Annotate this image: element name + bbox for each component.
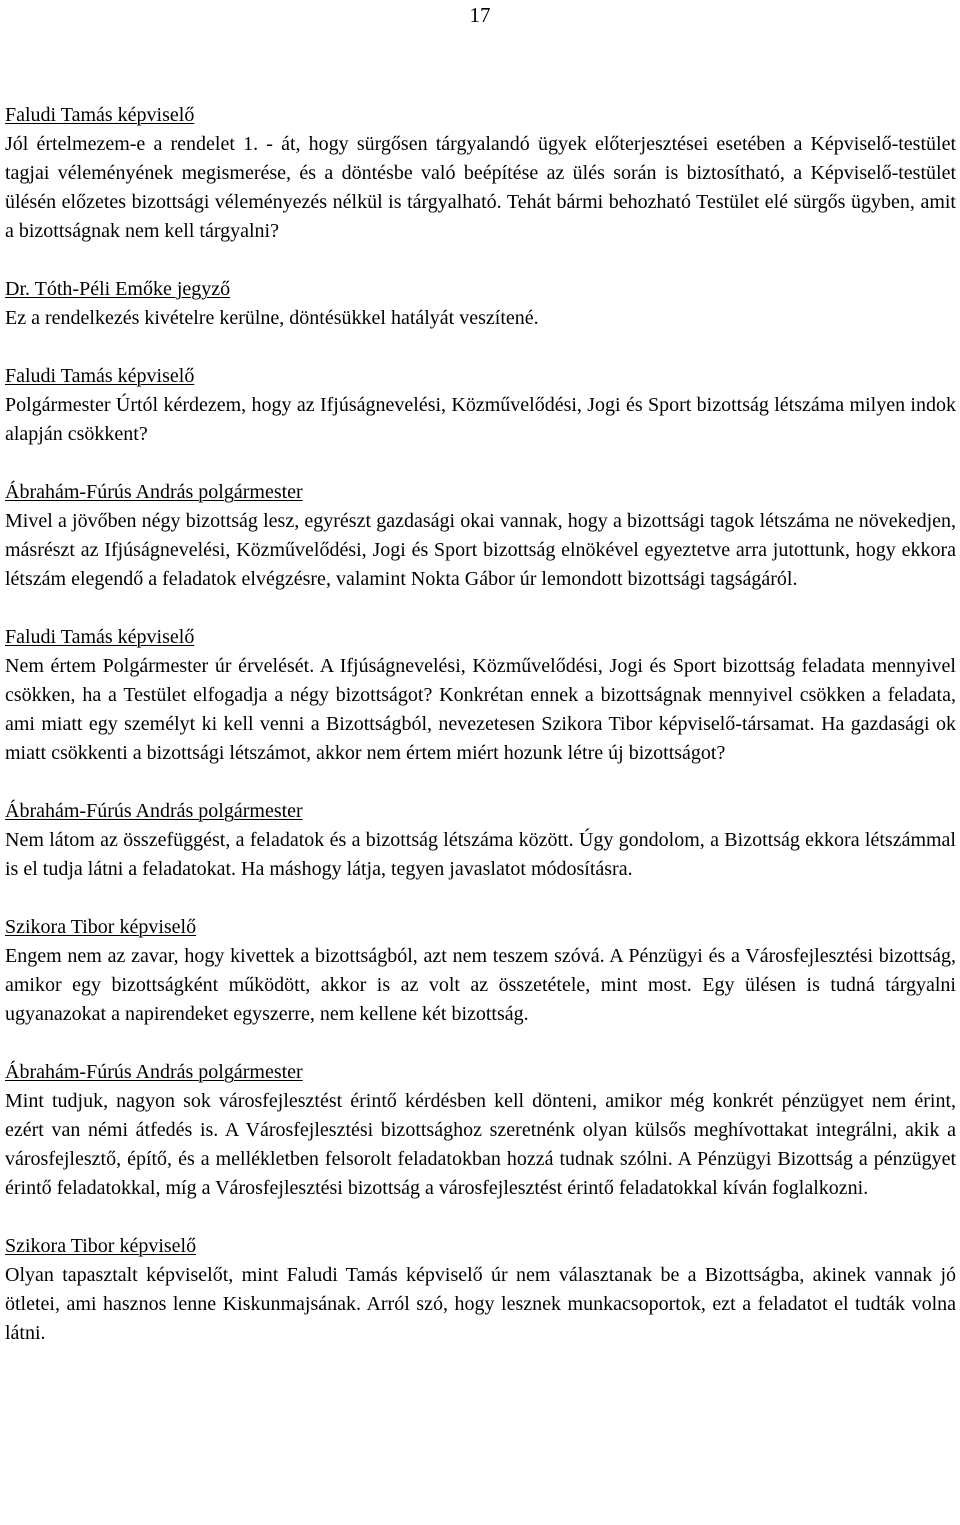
speech-block — [5, 478, 956, 594]
speech-text: Ez a rendelkezés kivételre kerülne, döntésükkel hatályát veszítené. — [5, 307, 539, 329]
speech-text: Olyan tapasztalt képviselőt, mint Faludi Tamás képviselő úr nem választanak be a Bizottságba, akinek vannak jó ötletei, ami hasznos lenne Kiskunmajsának. Arról szó, hogy lesznek munkacsoportok, ezt a feladatot el tudták volna látni. — [5, 1264, 956, 1344]
speech-text: Engem nem az zavar, hogy kivettek a bizottságból, azt nem teszem szóvá. A Pénzügyi és a Városfejlesztési bizottság, amikor egy bizottságként működött, akkor is az volt az összetétele, mint most. Egy ülésen is tudná tárgyalni ugyanazokat a napirendeket egyszerre, nem kellene két bizottság. — [5, 945, 956, 1025]
speech-block — [5, 797, 956, 884]
minutes-body — [5, 101, 956, 1377]
speaker-name: Ábrahám-Fúrús András polgármester — [5, 800, 303, 822]
speaker-name: Ábrahám-Fúrús András polgármester — [5, 481, 303, 503]
speaker-name: Ábrahám-Fúrús András polgármester — [5, 1061, 303, 1083]
speaker-name: Faludi Tamás képviselő — [5, 626, 195, 648]
speech-block — [5, 1232, 956, 1348]
speech-block — [5, 362, 956, 449]
speaker-name: Szikora Tibor képviselő — [5, 1235, 197, 1257]
page-number: 17 — [469, 3, 491, 27]
speech-text: Polgármester Úrtól kérdezem, hogy az Ifjúságnevelési, Közművelődési, Jogi és Sport bizottság létszáma milyen indok alapján csökkent? — [5, 394, 956, 445]
speech-text: Nem látom az összefüggést, a feladatok és a bizottság létszáma között. Úgy gondolom, a Bizottság ekkora létszámmal is el tudja látni a feladatokat. Ha máshogy látja, tegyen javaslatot módosításra. — [5, 829, 956, 880]
speech-block — [5, 623, 956, 768]
speech-text: Jól értelmezem-e a rendelet 1. - át, hogy sürgősen tárgyalandó ügyek előterjesztései esetében a Képviselő-testület tagjai véleményének megismerése, és a döntésbe való beépítése az ülés során is biztosítható, a Képviselő-testület ülésén előzetes bizottsági véleményezés nélkül is tárgyalható. Tehát bármi behozható Testület elé sürgős ügyben, amit a bizottságnak nem kell tárgyalni? — [5, 133, 956, 242]
speech-block — [5, 1058, 956, 1203]
speech-block — [5, 275, 956, 333]
speaker-name: Szikora Tibor képviselő — [5, 916, 197, 938]
speaker-name: Faludi Tamás képviselő — [5, 365, 195, 387]
speaker-name: Faludi Tamás képviselő — [5, 104, 195, 126]
speech-text: Mint tudjuk, nagyon sok városfejlesztést érintő kérdésben kell dönteni, amikor még konkrét pénzügyet nem érint, ezért van némi átfedés is. A Városfejlesztési bizottsághoz szeretnénk olyan külsős meghívottakat integrálni, akik a városfejlesztő, építő, és a mellékletben felsorolt feladatokban hozzá tudnak szólni. A Pénzügyi Bizottság a pénzügyet érintő feladatokkal, míg a Városfejlesztési bizottság a városfejlesztést érintő feladatokkal kíván foglalkozni. — [5, 1090, 956, 1199]
speaker-name: Dr. Tóth-Péli Emőke jegyző — [5, 278, 231, 300]
speech-block — [5, 101, 956, 246]
speech-block — [5, 913, 956, 1029]
speech-text: Nem értem Polgármester úr érvelését. A Ifjúságnevelési, Közművelődési, Jogi és Sport bizottság feladata mennyivel csökken, ha a Testület elfogadja a négy bizottságot? Konkrétan ennek a bizottságnak mennyivel csökken a feladata, ami miatt egy személyt ki kell venni a Bizottságból, nevezetesen Szikora Tibor képviselő-társamat. Ha gazdasági ok miatt csökkenti a bizottsági létszámot, akkor nem értem miért hozunk létre új bizottságot? — [5, 655, 956, 764]
speech-text: Mivel a jövőben négy bizottság lesz, egyrészt gazdasági okai vannak, hogy a bizottsági tagok létszáma ne növekedjen, másrészt az Ifjúságnevelési, Közművelődési, Jogi és Sport bizottság elnökével egyeztetve arra jutottunk, hogy ekkora létszám elegendő a feladatok elvégzésre, valamint Nokta Gábor úr lemondott bizottsági tagságáról. — [5, 510, 956, 590]
